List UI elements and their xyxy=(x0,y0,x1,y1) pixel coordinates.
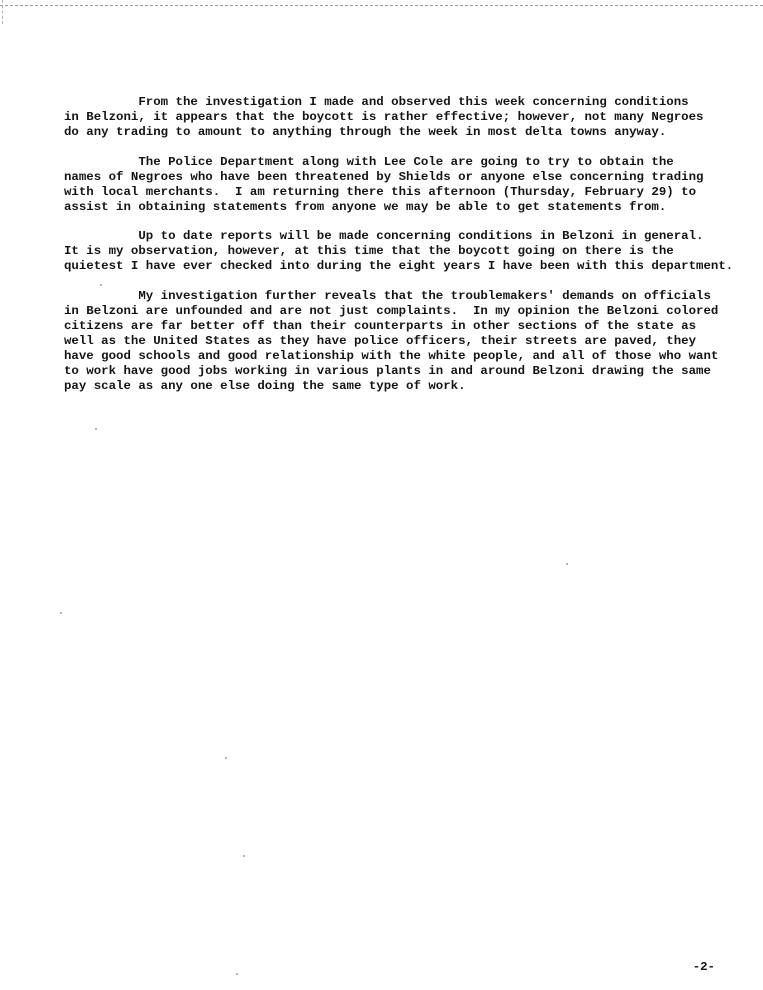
text-line: to work have good jobs working in various plants in and around Belzoni drawing the same xyxy=(64,363,711,378)
text-line: quietest I have ever checked into during the eight years I have been with this department. xyxy=(64,259,734,273)
scan-speck xyxy=(100,284,102,286)
text-line: well as the United States as they have police officers, their streets are paved, they xyxy=(64,333,697,348)
scan-speck xyxy=(243,855,245,857)
text-line: do any trading to amount to anything through the week in most delta towns anyway. xyxy=(64,125,667,139)
text-line: Up to date reports will be made concerning conditions in Belzoni in general. xyxy=(64,229,704,243)
text-line: The Police Department along with Lee Cole are going to try to obtain the xyxy=(64,154,674,169)
paragraph-2 xyxy=(64,155,754,215)
text-line: in Belzoni are unfounded and are not just complaints. In my opinion the Belzoni colored xyxy=(64,303,719,318)
paragraph-3 xyxy=(64,229,754,274)
page-left-edge xyxy=(2,0,3,24)
scan-speck xyxy=(236,973,238,975)
scan-speck xyxy=(95,428,97,430)
scan-speck xyxy=(225,757,227,759)
text-line: My investigation further reveals that the troublemakers' demands on officials xyxy=(64,288,711,303)
text-line: citizens are far better off than their counterparts in other sections of the state as xyxy=(64,318,697,333)
text-line: in Belzoni, it appears that the boycott is rather effective; however, not many Negroes xyxy=(64,110,704,124)
text-line: pay scale as any one else doing the same type of work. xyxy=(64,378,466,393)
paragraph-4 xyxy=(64,289,754,394)
page-number: -2- xyxy=(692,960,715,974)
text-line: From the investigation I made and observed this week concerning conditions xyxy=(64,95,689,109)
text-line: have good schools and good relationship with the white people, and all of those who want xyxy=(64,348,719,363)
text-line: names of Negroes who have been threatened by Shields or anyone else concerning trading xyxy=(64,169,704,184)
paragraph-1 xyxy=(64,95,754,140)
scan-speck xyxy=(566,563,568,565)
document-body xyxy=(64,95,754,408)
text-line: It is my observation, however, at this time that the boycott going on there is the xyxy=(64,244,674,258)
page-top-edge xyxy=(0,0,763,6)
scan-speck xyxy=(60,612,62,614)
text-line: with local merchants. I am returning there this afternoon (Thursday, February 29) to xyxy=(64,184,697,199)
text-line: assist in obtaining statements from anyone we may be able to get statements from. xyxy=(64,199,667,214)
